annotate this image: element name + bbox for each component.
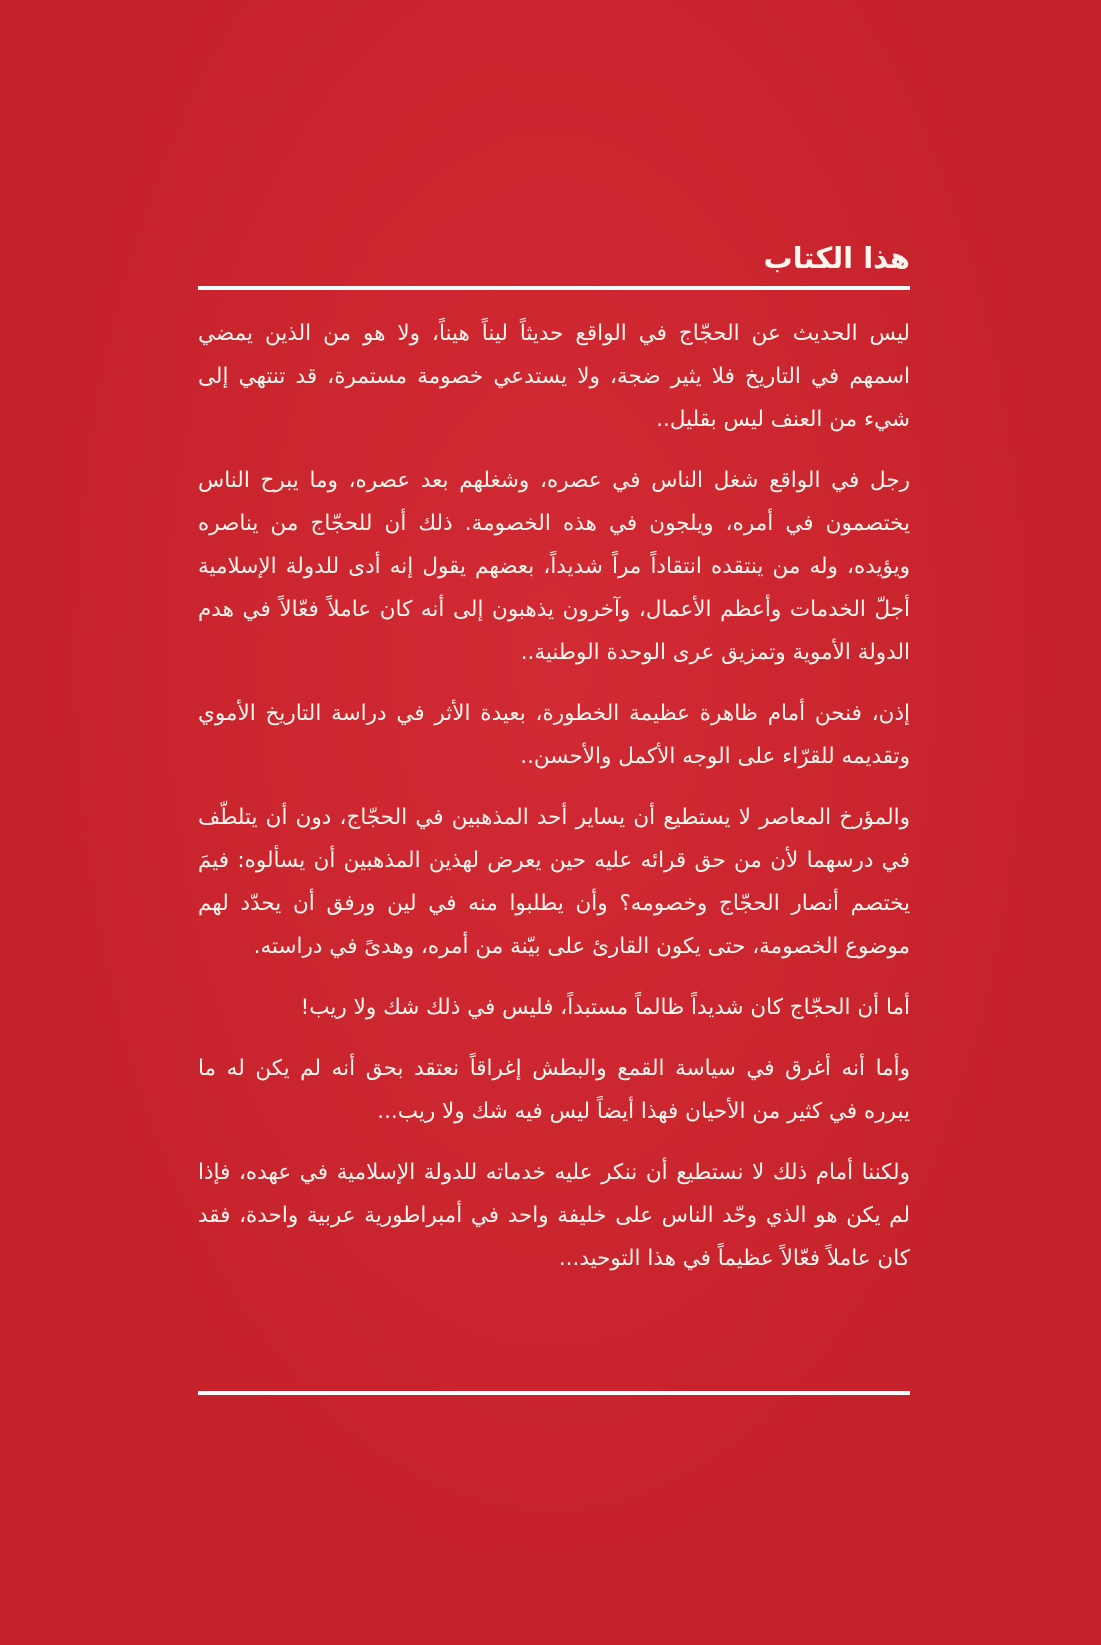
paragraph: إذن، فنحن أمام ظاهرة عظيمة الخطورة، بعيدة الأثر في دراسة التاريخ الأموي وتقديمه للقرّاء على الوجه الأكمل والأحسن..: [198, 701, 910, 769]
paragraph: ولكننا أمام ذلك لا نستطيع أن ننكر عليه خدماته للدولة الإسلامية في عهده، فإذا لم يكن هو الذي وحّد الناس على خليفة واحد في أمبراطورية عربية واحدة، فقد كان عاملاً فعّالاً عظيماً في هذا التوحيد...: [198, 1160, 910, 1271]
paragraph: رجل في الواقع شغل الناس في عصره، وشغلهم بعد عصره، وما يبرح الناس يختصمون في أمره، ويلجون في هذه الخصومة. ذلك أن للحجّاج من يناصره ويؤيده، وله من ينتقده انتقاداً مراً شديداً، بعضهم يقول إنه أدى للدولة الإسلامية أجلّ الخدمات وأعظم الأعمال، وآخرون يذهبون إلى أنه كان عاملاً فعّالاً في هدم الدولة الأموية وتمزيق عرى الوحدة الوطنية..: [198, 468, 910, 665]
paragraph: وأما أنه أغرق في سياسة القمع والبطش إغراقاً نعتقد بحق أنه لم يكن له ما يبرره في كثير من الأحيان فهذا أيضاً ليس فيه شك ولا ريب...: [198, 1056, 910, 1124]
bottom-divider: [198, 1391, 910, 1395]
paragraph: ليس الحديث عن الحجّاج في الواقع حديثاً ليناً هيناً، ولا هو من الذين يمضي اسمهم في التاريخ فلا يثير ضجة، ولا يستدعي خصومة مستمرة، قد تنتهي إلى شيء من العنف ليس بقليل..: [198, 321, 910, 432]
paragraph: والمؤرخ المعاصر لا يستطيع أن يساير أحد المذهبين في الحجّاج، دون أن يتلطّف في درسهما لأن من حق قرائه عليه حين يعرض لهذين المذهبين أن يسألوه: فيمَ يختصم أنصار الحجّاج وخصومه؟ وأن يطلبوا منه في لين ورفق أن يحدّد لهم موضوع الخصومة، حتى يكون القارئ على بيّنة من أمره، وهدىً في دراسته.: [198, 805, 910, 959]
paragraph: أما أن الحجّاج كان شديداً ظالماً مستبداً، فليس في ذلك شك ولا ريب!: [300, 995, 910, 1020]
blurb-section: [198, 238, 910, 1298]
section-heading: هذا الكتاب: [763, 241, 910, 275]
top-divider: [198, 286, 910, 290]
